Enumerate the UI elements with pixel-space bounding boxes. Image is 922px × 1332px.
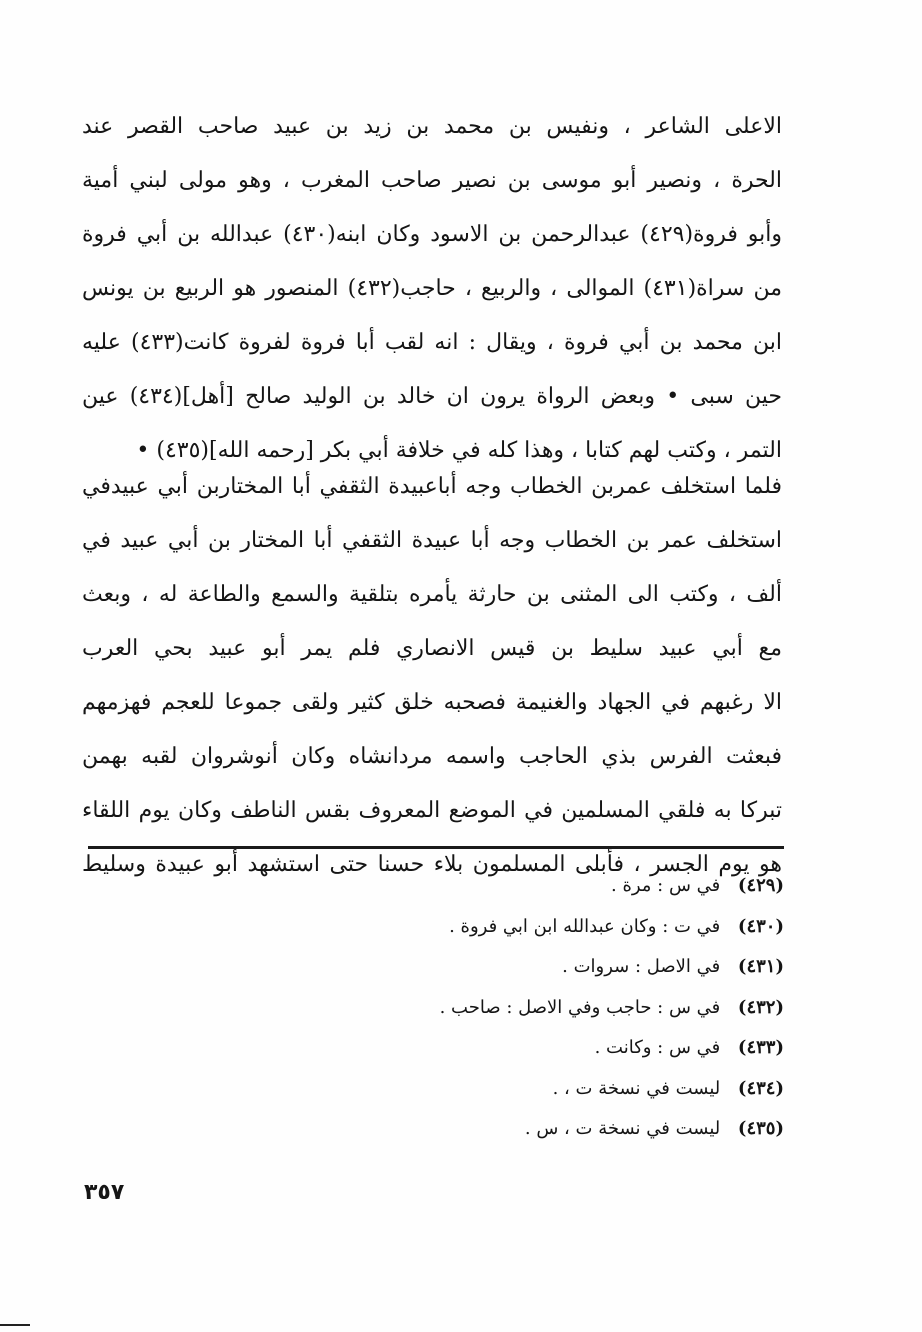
footnote xyxy=(184,947,784,988)
text-line: تبركا به فلقي المسلمين في الموضع المعروف بقس الناطف وكان يوم اللقاء xyxy=(82,798,782,823)
text-line: من سراة(٤٣١) الموالى ، والربيع ، حاجب(٤٣٢) المنصور هو الربيع بن يونس xyxy=(82,276,782,301)
main-text-paragraph-1 xyxy=(82,100,782,478)
footnote-number: (٤٣١) xyxy=(737,956,784,977)
text-line: مع أبي عبيد سليط بن قيس الانصاري فلم يمر أبو عبيد بحي العرب xyxy=(82,636,782,661)
footnote-number: (٤٣٢) xyxy=(737,996,784,1018)
footnote-text: في الاصل : سروات . xyxy=(562,956,721,977)
footnote-number: (٤٣٣) xyxy=(737,1037,784,1058)
footnote xyxy=(184,907,784,948)
footnote-text: ليست في نسخة ت ، . xyxy=(552,1077,721,1099)
footnote xyxy=(184,1109,784,1150)
footnotes xyxy=(184,866,784,1150)
footnote xyxy=(184,988,784,1029)
footnote-text: في س : مرة . xyxy=(611,875,721,896)
text-line: الا رغبهم في الجهاد والغنيمة فصحبه خلق كثير ولقى جموعا للعجم فهزمهم xyxy=(82,690,782,715)
text-line: حين سبى • وبعض الرواة يرون ان خالد بن الوليد صالح [أهل](٤٣٤) عين xyxy=(82,384,782,409)
footnote-divider xyxy=(88,846,784,849)
text-line: التمر ، وكتب لهم كتابا ، وهذا كله في خلافة أبي بكر [رحمه الله](٤٣٥) • xyxy=(136,438,782,463)
text-line: الاعلى الشاعر ، ونفيس بن محمد بن زيد بن عبيد صاحب القصر عند xyxy=(82,114,782,139)
footnote-number: (٤٣٥) xyxy=(737,1118,784,1139)
text-line: استخلف عمر بن الخطاب وجه أبا عبيدة الثقفي أبا المختار بن أبي عبيد في xyxy=(82,528,782,553)
footnote-text: في س : وكانت . xyxy=(594,1037,721,1058)
footnote-number: (٤٣٠) xyxy=(737,915,784,937)
footnote xyxy=(184,1069,784,1110)
footnote-text: في س : حاجب وفي الاصل : صاحب . xyxy=(439,996,721,1018)
text-line: هو يوم الجسر ، فأبلى المسلمون بلاء حسنا حتى استشهد أبو عبيدة وسليط xyxy=(82,852,782,877)
main-text-paragraph-2 xyxy=(82,460,782,892)
footnote-number: (٤٣٤) xyxy=(737,1077,784,1099)
footnote-number: (٤٢٩) xyxy=(737,875,784,896)
scan-edge-mark xyxy=(0,1324,30,1326)
footnote-text: ليست في نسخة ت ، س . xyxy=(524,1118,721,1139)
page-number: ٣٥٧ xyxy=(84,1180,125,1205)
text-line: الحرة ، ونصير أبو موسى بن نصير صاحب المغرب ، وهو مولى لبني أمية xyxy=(82,168,782,193)
text-line: ألف ، وكتب الى المثنى بن حارثة يأمره بتلقية والسمع والطاعة له ، وبعث xyxy=(82,582,782,607)
footnote xyxy=(184,1028,784,1069)
footnote xyxy=(184,866,784,907)
text-line: ابن محمد بن أبي فروة ، ويقال : انه لقب أبا فروة لفروة كانت(٤٣٣) عليه xyxy=(82,330,782,355)
text-line: وأبو فروة(٤٢٩) عبدالرحمن بن الاسود وكان ابنه(٤٣٠) عبدالله بن أبي فروة xyxy=(82,222,782,247)
text-line: فلما استخلف عمربن الخطاب وجه أباعبيدة الثقفي أبا المختاربن أبي عبيدفي xyxy=(82,474,782,499)
text-line: فبعثت الفرس بذي الحاجب واسمه مردانشاه وكان أنوشروان لقبه بهمن xyxy=(82,744,782,769)
footnote-text: في ت : وكان عبدالله ابن ابي فروة . xyxy=(449,915,721,937)
